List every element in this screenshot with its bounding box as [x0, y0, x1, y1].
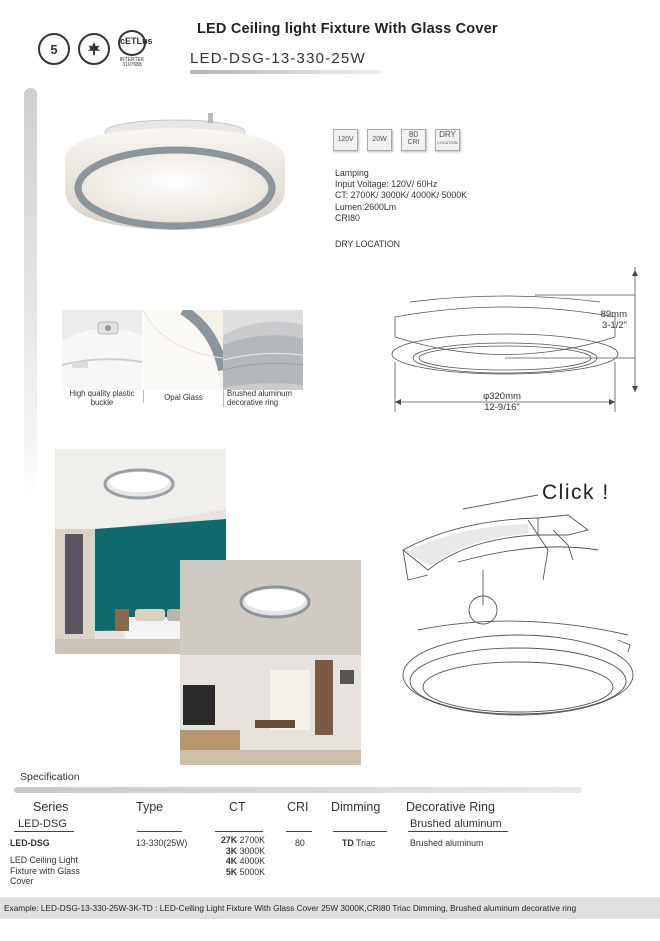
ct-row	[212, 846, 265, 857]
col-header-cri: CRI	[287, 800, 309, 814]
ct-value: 5000K	[239, 866, 265, 877]
dry-location-text: DRY LOCATION	[335, 239, 401, 249]
cri-value: 80	[295, 838, 305, 848]
feature-caption-3: Brushed aluminum decorative ring	[223, 390, 303, 407]
dry-location-chip	[435, 129, 460, 151]
ct-row	[212, 856, 265, 867]
living-room-photo	[180, 560, 361, 765]
ct-row	[212, 867, 265, 878]
lamping-specs	[335, 168, 467, 224]
height-dimension	[601, 309, 627, 331]
plastic-buckle-photo	[62, 310, 142, 390]
intertek-label: INTERTEK	[119, 57, 145, 63]
dimming-code: TD	[342, 838, 354, 848]
ct-row	[212, 835, 265, 846]
warranty-badge	[38, 33, 70, 65]
product-photo	[60, 110, 290, 235]
diameter-in: 12-9/16"	[484, 402, 520, 413]
aluminum-ring-photo	[223, 310, 303, 390]
intertek-number: 3107688	[122, 62, 142, 68]
voltage-chip	[333, 129, 358, 151]
dimming-value: Triac	[356, 838, 376, 848]
model-underline-bar	[190, 70, 380, 74]
dry-chip-label: LOCATION	[437, 140, 458, 145]
wattage-chip-label: 20W	[372, 136, 387, 143]
voltage-chip-label: 120V	[337, 136, 354, 143]
ct-code: 5K	[225, 866, 238, 877]
col-header-ct: CT	[229, 800, 246, 814]
page-title: LED Ceiling light Fixture With Glass Cover	[197, 21, 498, 37]
vertical-accent-bar	[24, 88, 37, 498]
series-description: LED Ceiling Light Fixture with Glass Cover	[10, 855, 80, 886]
ct-options	[212, 835, 265, 877]
canada-maple-leaf-icon	[78, 33, 110, 65]
ring-value: Brushed aluminum	[410, 838, 484, 848]
etl-text: ETL	[125, 36, 143, 46]
height-mm: 89mm	[600, 309, 627, 320]
height-in: 3-1/2"	[601, 320, 627, 331]
etl-listed-mark	[118, 30, 153, 68]
opal-glass-photo	[143, 310, 223, 390]
series-code: LED-DSG	[18, 818, 67, 830]
ct-underline	[215, 831, 263, 832]
ct-value: 4000K	[239, 856, 265, 866]
col-header-type: Type	[136, 800, 164, 814]
diameter-mm: φ320mm	[483, 391, 521, 402]
lamping-voltage: Input Voltage: 120V/ 60Hz	[335, 179, 438, 190]
diameter-dimension	[467, 391, 537, 413]
col-header-ring: Decorative Ring	[406, 800, 495, 814]
ct-value: 3000K	[239, 845, 265, 856]
lamping-ct: CT: 2700K/ 3000K/ 4000K/ 5000K	[335, 190, 468, 201]
ct-value: 2700K	[239, 835, 265, 845]
certification-badges	[38, 30, 153, 68]
ct-code: 27K	[220, 835, 238, 845]
cri-chip-label: CRI	[407, 139, 420, 146]
cri-underline	[286, 831, 312, 832]
example-bar: Example: LED-DSG-13-330-25W-3K-TD : LED-Ceiling Light Fixture With Glass Cover 25W 3000K,CRI80 Triac Dimming, Brushed aluminum decorative ring	[0, 897, 660, 919]
dry-chip-value: DRY	[439, 130, 456, 139]
etl-us: us	[142, 36, 153, 46]
cri-chip-value: 80	[409, 130, 418, 139]
installation-diagram	[398, 490, 643, 740]
type-underline	[137, 831, 182, 832]
series-bold: LED-DSG	[10, 838, 50, 848]
lamping-cri: CRI80	[335, 212, 360, 223]
model-number: LED-DSG-13-330-25W	[190, 50, 366, 67]
lamping-lumen: Lumen:2600Lm	[335, 201, 397, 212]
click-callout: Click !	[542, 481, 610, 504]
lamping-heading: Lamping	[335, 168, 369, 178]
dimming-option	[342, 838, 375, 848]
spec-chips	[333, 129, 460, 151]
feature-caption-1: High quality plastic buckle	[69, 389, 135, 407]
cri-chip	[401, 129, 426, 151]
col-header-series: Series	[33, 800, 69, 814]
specification-bar	[14, 787, 582, 793]
feature-caption-2: Opal Glass	[143, 390, 223, 403]
warranty-years: 5	[50, 41, 58, 57]
ct-code: 4K	[225, 856, 238, 866]
type-value: 13-330(25W)	[136, 838, 188, 848]
etl-c: c	[120, 36, 126, 46]
dimming-underline	[333, 831, 387, 832]
ring-title: Brushed aluminum	[410, 818, 502, 830]
ct-code: 3K	[225, 845, 238, 856]
series-underline	[14, 831, 74, 832]
specification-label: Specification	[20, 771, 80, 783]
col-header-dimming: Dimming	[331, 800, 381, 814]
wattage-chip	[367, 129, 392, 151]
ring-underline	[408, 831, 508, 832]
